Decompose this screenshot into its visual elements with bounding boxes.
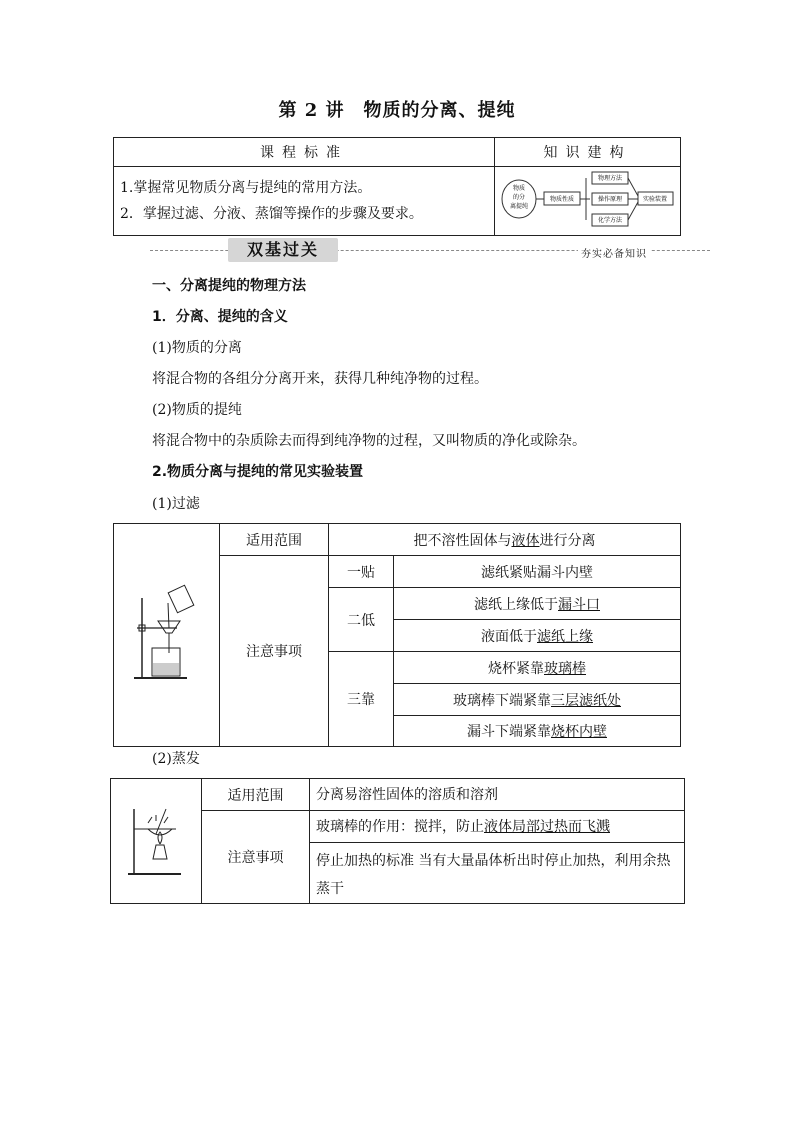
filter-low2-a: 液面低于 [481, 628, 537, 645]
filter-lean-2 [394, 684, 681, 716]
diagram-node2c: 化学方法 [597, 217, 623, 224]
diagram-center-2: 的分 [512, 194, 526, 201]
evap-scope-label: 适用范围 [202, 779, 310, 811]
filter-low1-u: 漏斗口 [558, 596, 600, 613]
sub1-label: (1)物质的分离 [152, 340, 242, 356]
diagram-node3: 实验装置 [642, 196, 668, 203]
filter-apparatus-cell [114, 524, 220, 747]
filter-scope-value [329, 524, 681, 556]
filter-lean3-u: 烧杯内壁 [551, 724, 607, 740]
filter-tie-text: 滤纸紧贴漏斗内壁 [394, 556, 681, 588]
filter-table [113, 523, 681, 747]
filter-tie-label: 一贴 [329, 556, 394, 588]
sub2-text: 将混合物中的杂质除去而得到纯净物的过程，又叫物质的净化或除杂。 [152, 433, 586, 449]
diagram-node2b: 操作原理 [597, 196, 623, 203]
filter-apparatus-image [132, 583, 202, 683]
item-2-heading: 2.物质分离与提纯的常见实验装置 [152, 464, 364, 480]
filter-lean2-a: 玻璃棒下端紧靠 [453, 692, 551, 709]
evap-scope-value: 分离易溶性固体的溶质和溶剂 [310, 779, 685, 811]
filter-lean1-u: 玻璃棒 [544, 660, 586, 677]
banner-label: 双基过关 [228, 238, 338, 262]
filter-lean1-a: 烧杯紧靠 [488, 660, 544, 677]
sub2-label: (2)物质的提纯 [152, 402, 242, 418]
filter-low2-u: 滤纸上缘 [537, 628, 593, 645]
diagram-center-3: 离提纯 [509, 203, 529, 210]
filter-low-2 [394, 620, 681, 652]
evap-note-2: 停止加热的标准 当有大量晶体析出时停止加热，利用余热蒸干 [316, 852, 671, 897]
evap-note-1 [310, 812, 684, 843]
banner-sub: 夯实必备知识 [578, 245, 650, 260]
section-heading: 一、分离提纯的物理方法 [152, 278, 306, 294]
filter-scope-b: 进行分离 [539, 532, 596, 549]
filter-scope-u: 液体 [511, 532, 540, 549]
evap-note1-u: 液体局部过热而飞溅 [484, 818, 610, 835]
filter-low1-a: 滤纸上缘低于 [474, 596, 558, 613]
evap-label: (2)蒸发 [152, 751, 200, 767]
evap-table [110, 778, 685, 904]
filter-low-label: 二低 [329, 588, 394, 652]
filter-notes-label: 注意事项 [220, 556, 329, 747]
item-1-heading: 1．分离、提纯的含义 [152, 309, 288, 325]
diagram-node1: 物质性质 [549, 196, 575, 203]
standard-1: 1.掌握常见物质分离与提纯的常用方法。 [120, 180, 372, 196]
standards-cell [114, 167, 495, 236]
evap-note1-a: 玻璃棒的作用：搅拌，防止 [316, 818, 484, 835]
standard-2: 2．掌握过滤、分液、蒸馏等操作的步骤及要求。 [120, 206, 423, 222]
evap-notes-value [310, 811, 685, 904]
filter-low-1 [394, 588, 681, 620]
evap-notes-label: 注意事项 [202, 811, 310, 904]
filter-scope-label: 适用范围 [220, 524, 329, 556]
diagram-node2a: 物理方法 [597, 175, 623, 182]
header-standards: 课程标准 [114, 138, 495, 167]
filter-label: (1)过滤 [152, 496, 200, 512]
evap-apparatus-image [126, 799, 186, 879]
filter-lean-label: 三靠 [329, 652, 394, 747]
page-title: 第 2 讲 物质的分离、提纯 [278, 100, 516, 121]
knowledge-diagram [500, 168, 675, 230]
header-knowledge: 知识建构 [494, 138, 680, 167]
filter-lean-1 [394, 652, 681, 684]
filter-lean3-a: 漏斗下端紧靠 [467, 724, 551, 740]
filter-scope-a: 把不溶性固体与 [413, 532, 512, 549]
evap-apparatus-cell [111, 779, 202, 904]
filter-lean-3 [394, 716, 681, 747]
diagram-center-1: 物质 [512, 185, 526, 192]
sub1-text: 将混合物的各组分分离开来，获得几种纯净物的过程。 [152, 371, 488, 387]
filter-lean2-u: 三层滤纸处 [551, 692, 621, 709]
